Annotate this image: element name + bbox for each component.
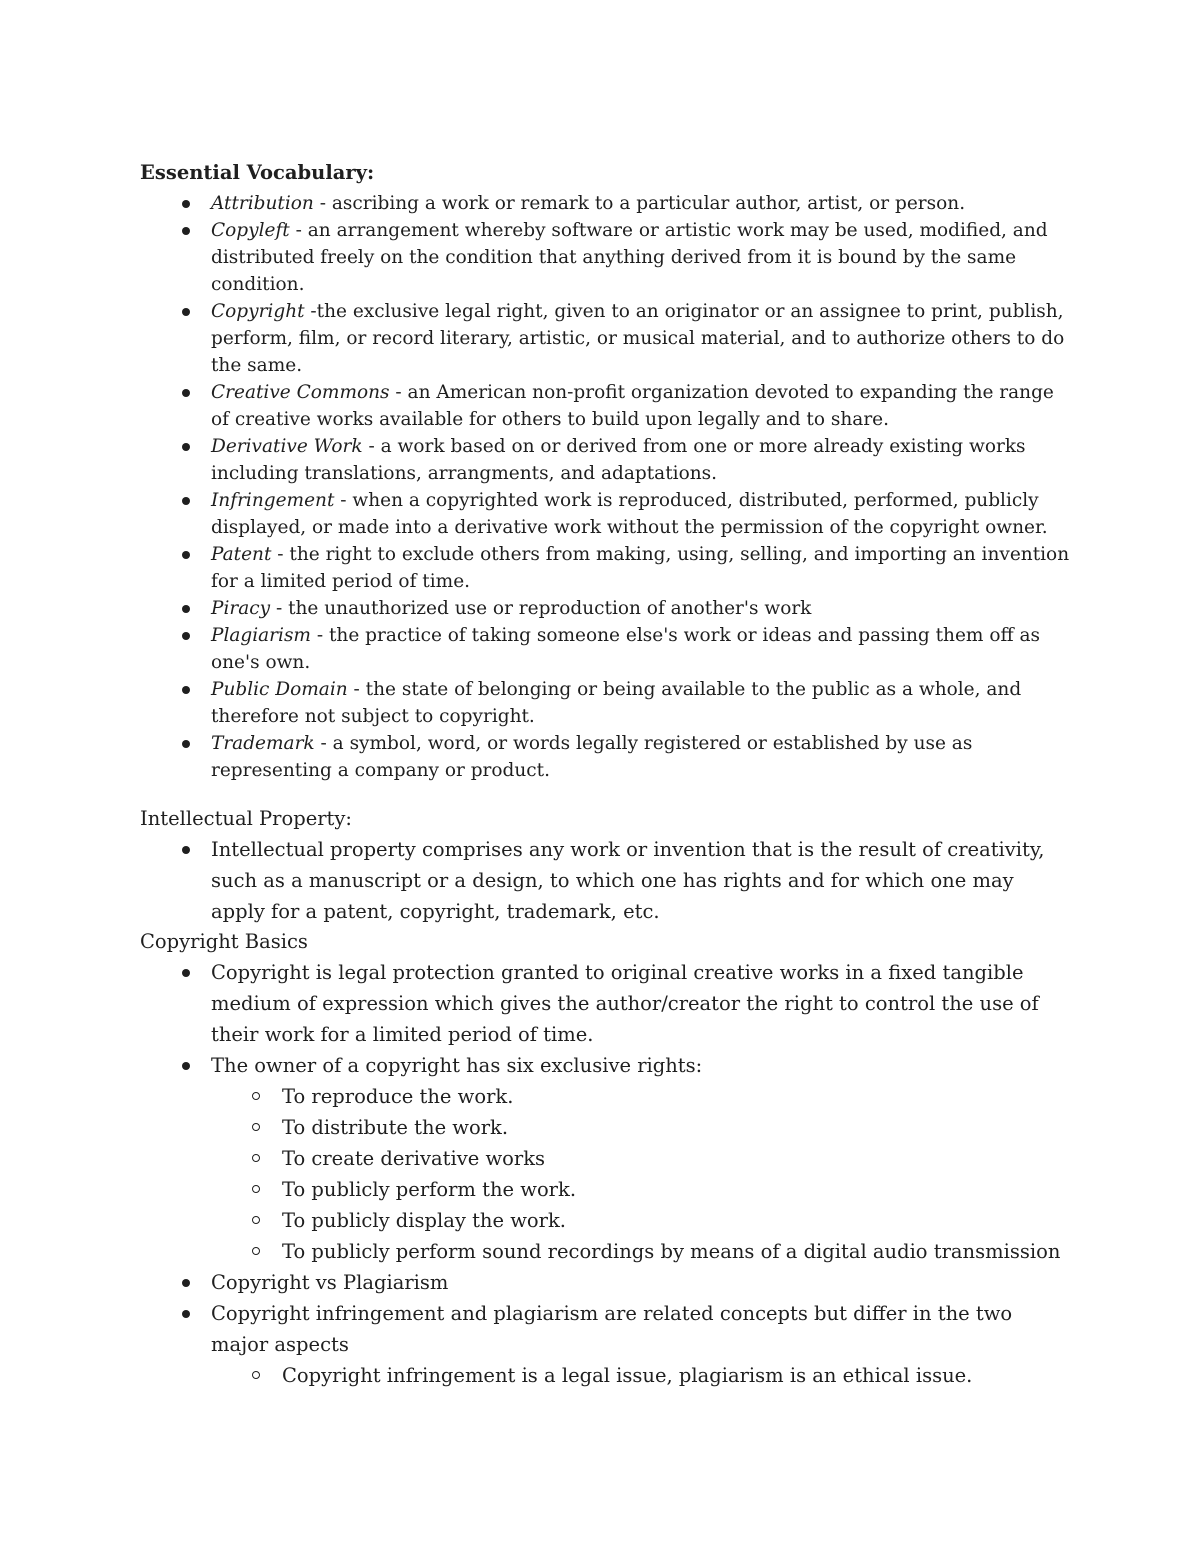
list-item-text: Copyright vs Plagiarism: [211, 1271, 449, 1294]
term: Derivative Work: [211, 436, 363, 457]
vocabulary-list: [140, 190, 1070, 784]
list-item: [140, 622, 1070, 676]
copyright-basics-heading: Copyright Basics: [140, 930, 308, 953]
copyright-basics-list: [140, 957, 1070, 1391]
definition: - the unauthorized use or reproduction of another's work: [270, 598, 812, 619]
definition: - a symbol, word, or words legally registered or established by use as representing a company or product.: [211, 733, 973, 781]
term: Trademark: [211, 733, 315, 754]
term: Infringement: [211, 490, 335, 511]
term: Copyright: [211, 301, 305, 322]
term: Creative Commons: [211, 382, 390, 403]
document-page: [140, 158, 1070, 1391]
sub-list-item: To publicly perform sound recordings by means of a digital audio transmission: [211, 1236, 1070, 1267]
definition: -the exclusive legal right, given to an originator or an assignee to print, publish, perform, film, or record literary, artistic, or musical material, and to authorize others to do the same.: [211, 301, 1065, 376]
definition: - when a copyrighted work is reproduced, distributed, performed, publicly displayed, or made into a derivative work without the permission of the copyright owner.: [211, 490, 1048, 538]
definition: - a work based on or derived from one or more already existing works including translations, arrangments, and adaptations.: [211, 436, 1026, 484]
list-item: [140, 379, 1070, 433]
vocabulary-heading: Essential Vocabulary:: [140, 161, 375, 184]
term: Copyleft: [211, 220, 290, 241]
term: Piracy: [211, 598, 271, 619]
definition: - the right to exclude others from making, using, selling, and importing an invention for a limited period of time.: [211, 544, 1070, 592]
list-item-text: Copyright is legal protection granted to original creative works in a fixed tangible medium of expression which gives the author/creator the right to control the use of their work for a limited period of time.: [211, 961, 1039, 1046]
list-item: [140, 957, 1070, 1050]
definition: - an American non-profit organization devoted to expanding the range of creative works available for others to build upon legally and to share.: [211, 382, 1054, 430]
aspects-list: [211, 1360, 1070, 1391]
sub-list-item: To create derivative works: [211, 1143, 1070, 1174]
list-item: [140, 1050, 1070, 1267]
definition: - ascribing a work or remark to a particular author, artist, or person.: [313, 193, 966, 214]
sub-list-item: To publicly perform the work.: [211, 1174, 1070, 1205]
term: Plagiarism: [211, 625, 311, 646]
sub-list-item: To reproduce the work.: [211, 1081, 1070, 1112]
definition: - the practice of taking someone else's work or ideas and passing them off as one's own.: [211, 625, 1041, 673]
list-item: [140, 1298, 1070, 1391]
list-item: [140, 217, 1070, 298]
term: Patent: [211, 544, 272, 565]
list-item: [140, 730, 1070, 784]
vocabulary-section: [140, 158, 1070, 784]
list-item: [140, 1267, 1070, 1298]
list-item: [140, 190, 1070, 217]
copyright-basics-section: [140, 927, 1070, 1391]
list-item: [140, 298, 1070, 379]
definition: - the state of belonging or being available to the public as a whole, and therefore not subject to copyright.: [211, 679, 1022, 727]
intellectual-property-section: [140, 804, 1070, 927]
list-item: [140, 595, 1070, 622]
list-item: Intellectual property comprises any work or invention that is the result of creativity, such as a manuscript or a design, to which one has rights and for which one may apply for a patent, copyright, trademark, etc.: [140, 834, 1070, 927]
list-item: [140, 433, 1070, 487]
definition: - an arrangement whereby software or artistic work may be used, modified, and distributed freely on the condition that anything derived from it is bound by the same condition.: [211, 220, 1048, 295]
sub-list-item: Copyright infringement is a legal issue, plagiarism is an ethical issue.: [211, 1360, 1070, 1391]
sub-list-item: To publicly display the work.: [211, 1205, 1070, 1236]
list-item: [140, 487, 1070, 541]
list-item: [140, 676, 1070, 730]
list-item-text: The owner of a copyright has six exclusive rights:: [211, 1054, 703, 1077]
term: Public Domain: [211, 679, 348, 700]
intellectual-property-list: [140, 834, 1070, 927]
list-item-text: Copyright infringement and plagiarism are related concepts but differ in the two major aspects: [211, 1302, 1013, 1356]
sub-list-item: To distribute the work.: [211, 1112, 1070, 1143]
list-item: [140, 541, 1070, 595]
intellectual-property-heading: Intellectual Property:: [140, 807, 352, 830]
exclusive-rights-list: [211, 1081, 1070, 1267]
term: Attribution: [211, 193, 314, 214]
